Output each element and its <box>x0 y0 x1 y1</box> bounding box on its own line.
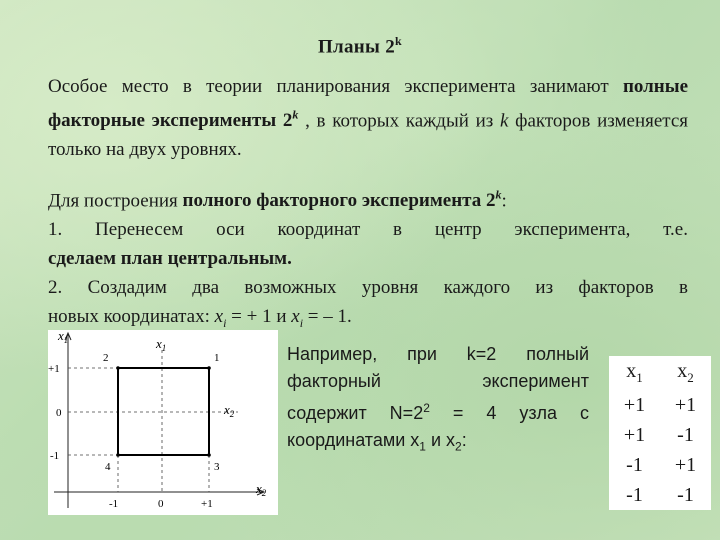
x-axis-label: $x_2$ <box>256 481 267 498</box>
step-1-bold: сделаем план центральным. <box>48 248 292 270</box>
table-cell: +1 <box>674 453 697 476</box>
table-cell: -1 <box>677 483 694 506</box>
plan-table <box>609 356 711 510</box>
x-tick-0: 0 <box>158 498 164 510</box>
table-cell: -1 <box>626 483 643 506</box>
y-tick-0: 0 <box>56 407 62 419</box>
intro-paragraph: Особое место в теории планирования эксперимента занимают полные факторные эксперименты 2$^k$ , в которых каждый из k факторов изменяется только на двух уровнях. <box>48 76 689 161</box>
center-top-label: $x_1$ <box>156 336 167 353</box>
table-cell: -1 <box>626 453 643 476</box>
bold-term: полные факторные эксперименты 2$^k$ <box>48 76 689 132</box>
x-tick-plus1: +1 <box>201 498 213 510</box>
table-cell: +1 <box>674 393 697 416</box>
header-x1: $x_1$ <box>626 360 643 385</box>
step-1: 1. Перенесем оси координат в центр эксперимента, т.е. <box>48 219 688 241</box>
corner-label-2: 2 <box>103 352 109 364</box>
construction-paragraph: Для построения полного факторного эксперимента 2$^k$: 1. Перенесем оси координат в центр эксперимента, т.е. сделаем план центральным. 2. Создадим два возможных уровня каждого из факторов в новых координатах: $x_i$ = + 1 и $x_i$ = – 1. <box>48 181 688 338</box>
corner-label-3: 3 <box>214 461 220 473</box>
table-row <box>609 420 711 450</box>
table-row <box>609 480 711 510</box>
table-cell: +1 <box>623 393 646 416</box>
step-2-formula: новых координатах: $x_i$ = + 1 и $x_i$ = – 1. <box>48 306 352 331</box>
factor-space-diagram <box>48 330 278 515</box>
y-tick-plus1: +1 <box>48 363 60 375</box>
x-tick-minus1: -1 <box>109 498 119 510</box>
table-cell: -1 <box>677 423 694 446</box>
example-paragraph: Например, при k=2 полный факторный эксперимент содержит $N=2^2 = 4$ узла с координатами $x_1$ и $x_2$: <box>287 344 589 454</box>
table-header-row <box>609 356 711 390</box>
step-2: 2. Создадим два возможных уровня каждого из факторов в <box>48 277 688 299</box>
table-row <box>609 390 711 420</box>
table-row <box>609 450 711 480</box>
y-axis-label: $x_1$ <box>58 330 69 345</box>
slide-title: Планы 2$^k$ <box>317 34 403 58</box>
corner-label-4: 4 <box>105 461 111 473</box>
y-tick-minus1: -1 <box>50 450 60 462</box>
header-x2: $x_2$ <box>677 360 694 385</box>
corner-label-1: 1 <box>214 352 220 364</box>
center-right-label: $x_2$ <box>224 402 235 419</box>
table-cell: +1 <box>623 423 646 446</box>
